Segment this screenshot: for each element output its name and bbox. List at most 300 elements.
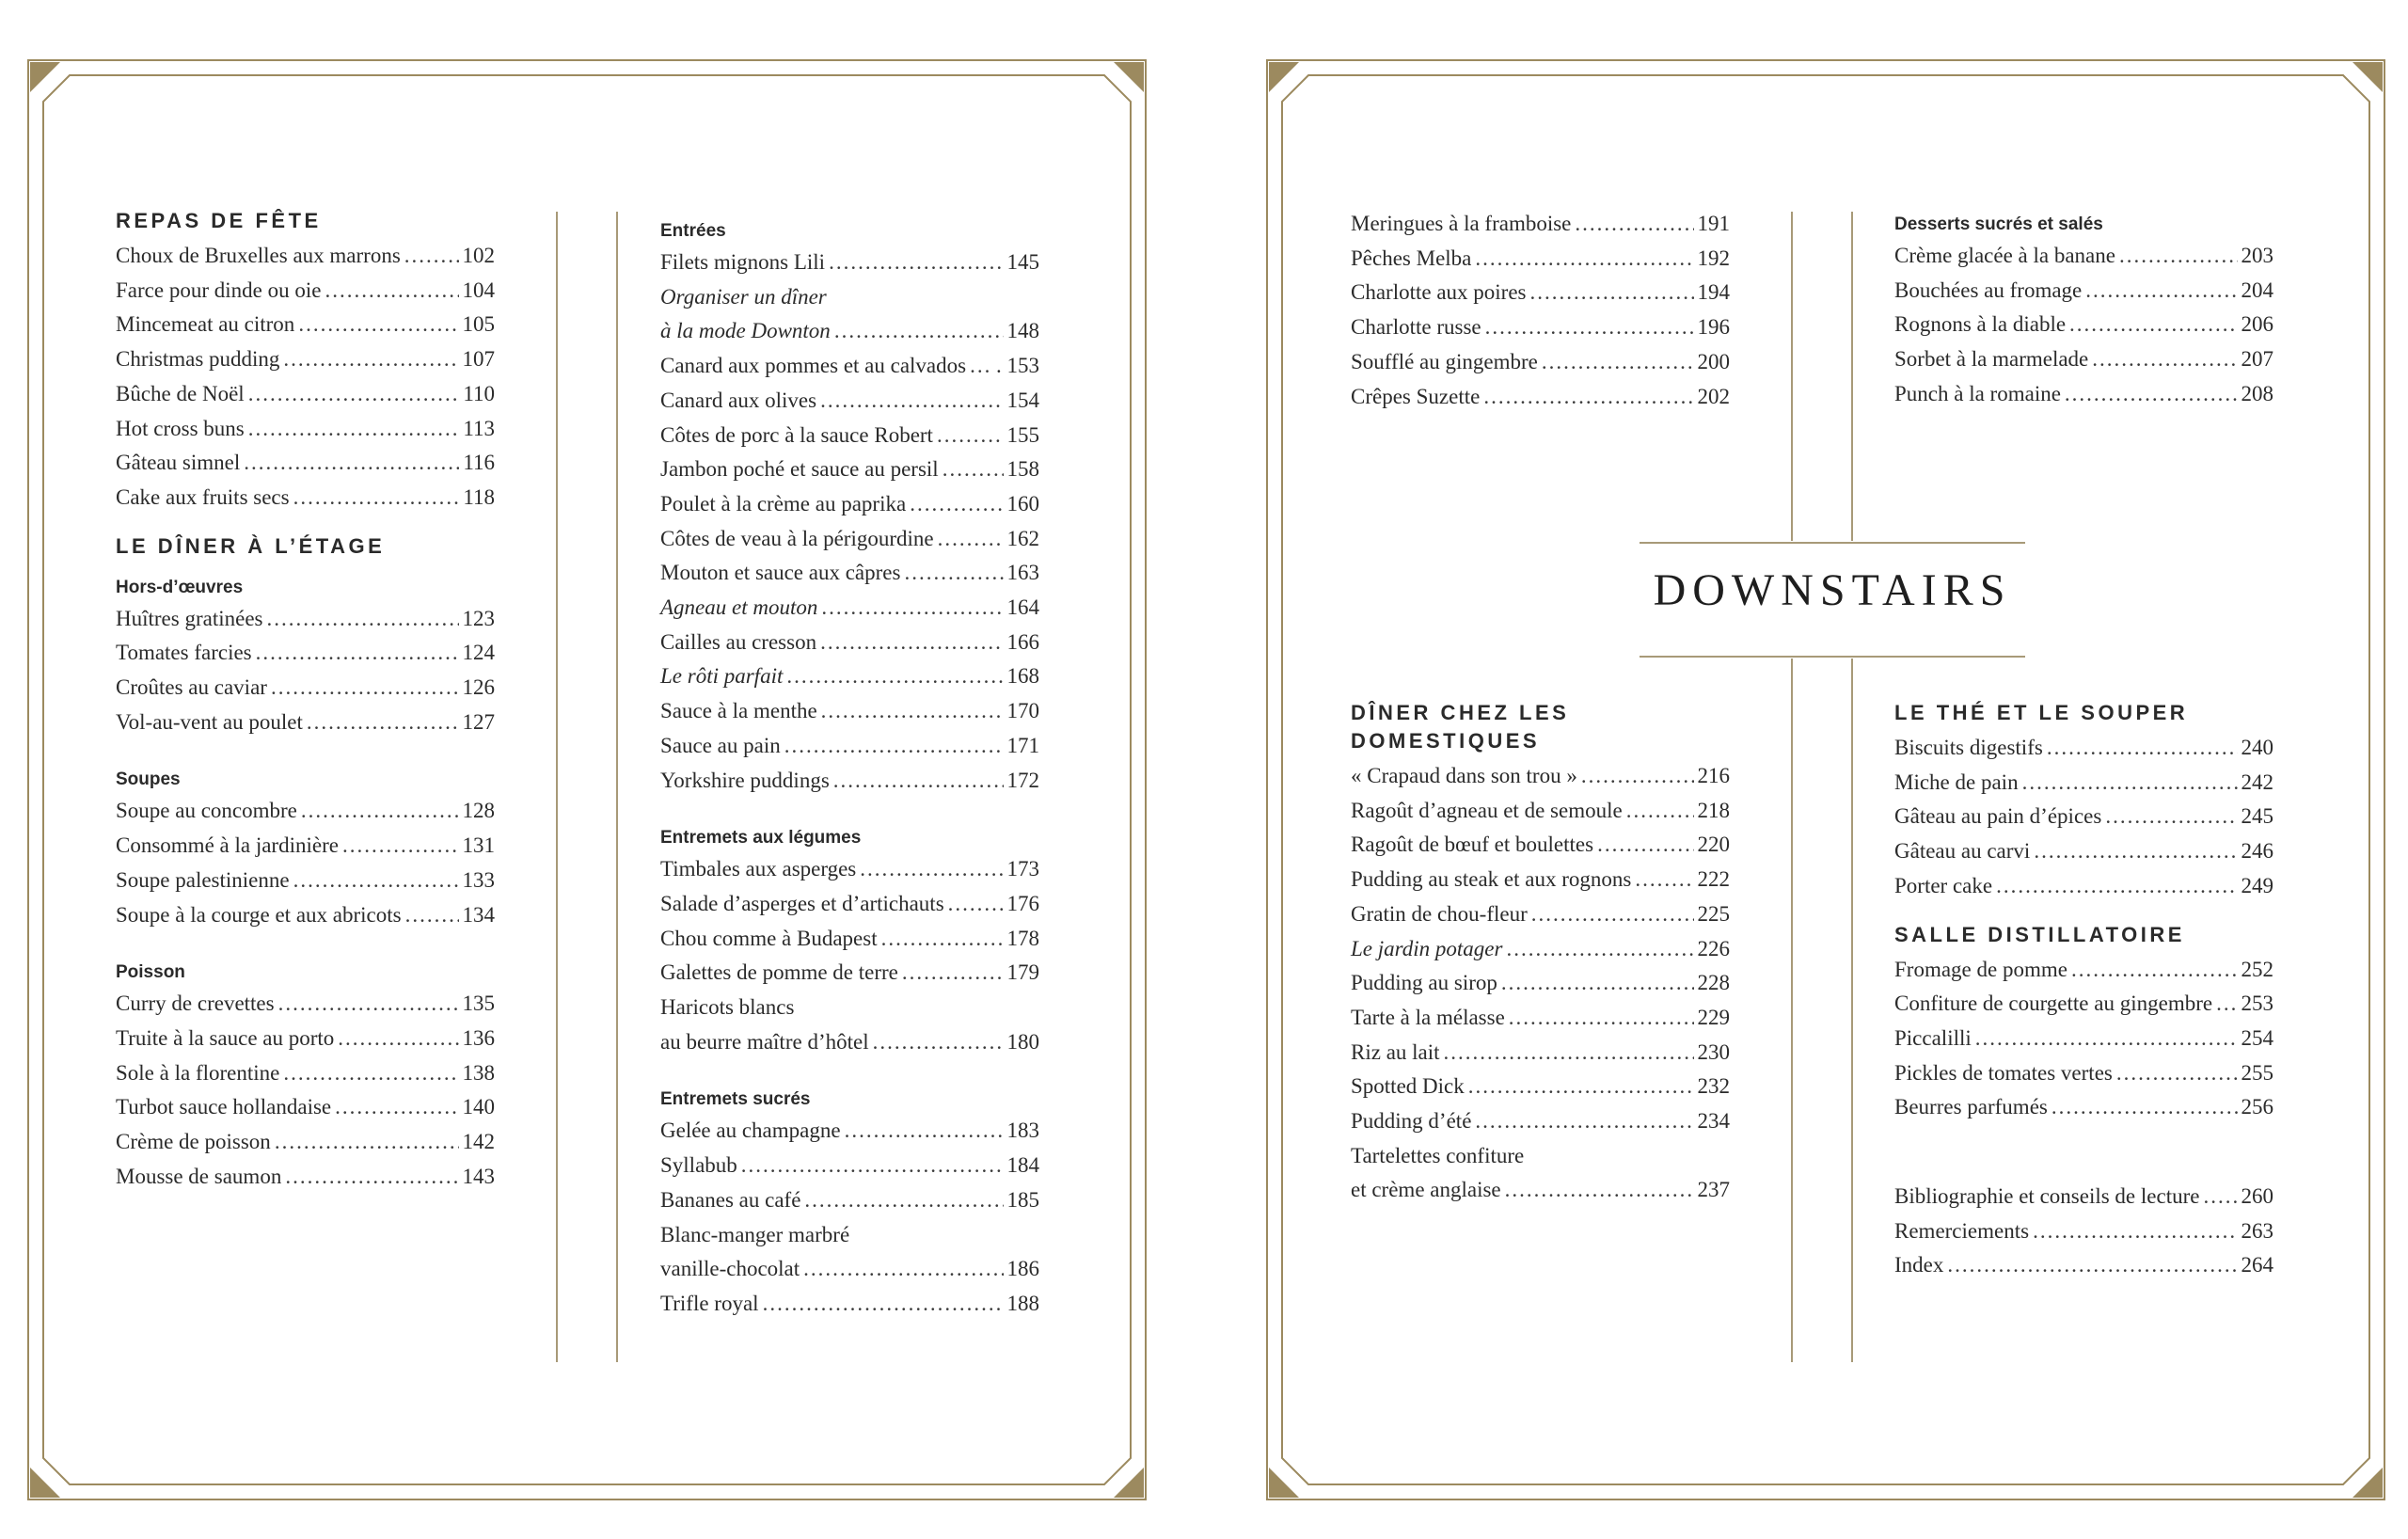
toc-entry-title: Agneau et mouton — [660, 595, 818, 620]
toc-entry[interactable] — [660, 887, 1039, 922]
dot-leader — [2022, 766, 2238, 801]
toc-entry-page: 245 — [2241, 804, 2273, 829]
toc-entry-page: 185 — [1006, 1187, 1039, 1212]
dot-leader — [244, 446, 459, 481]
toc-entry[interactable] — [116, 1125, 495, 1160]
dot-leader — [970, 349, 992, 384]
toc-entry-page: 226 — [1697, 936, 1730, 960]
toc-entry[interactable] — [1351, 1104, 1730, 1139]
toc-entry-title: Mousse de saumon — [116, 1164, 282, 1188]
toc-entry-page: 162 — [1006, 526, 1039, 550]
toc-entry[interactable] — [660, 991, 1039, 1025]
toc-entry-page: 207 — [2241, 347, 2273, 372]
toc-entry[interactable] — [1351, 1139, 1730, 1174]
toc-entry[interactable] — [1351, 1173, 1730, 1208]
dot-leader — [948, 887, 1004, 922]
toc-entry-page: 264 — [2241, 1253, 2273, 1277]
toc-entry[interactable] — [1351, 794, 1730, 829]
toc-entry[interactable] — [660, 956, 1039, 991]
right-top-right-column — [1894, 211, 2273, 412]
toc-entry[interactable] — [1894, 766, 2273, 801]
toc-entry-title: Soufflé au gingembre — [1351, 349, 1538, 373]
dot-leader — [1996, 869, 2237, 904]
toc-entry-title: Tartelettes confiture — [1351, 1143, 1525, 1167]
dot-leader — [2216, 987, 2237, 1022]
toc-entry[interactable] — [660, 852, 1039, 887]
toc-entry-title: Blanc-manger marbré — [660, 1222, 850, 1246]
toc-entry-title: Tarte à la mélasse — [1351, 1005, 1505, 1029]
right-bottom-right-column — [1894, 699, 2273, 1283]
toc-entry-page: 136 — [462, 1025, 495, 1050]
toc-entry-title: Fromage de pomme — [1894, 957, 2067, 981]
subsection-heading: Desserts sucrés et salés — [1894, 214, 2103, 234]
dot-leader — [1531, 897, 1694, 932]
toc-entry-title: à la mode Downton — [660, 319, 831, 343]
toc-entry-title: Charlotte russe — [1351, 315, 1481, 340]
toc-entry[interactable] — [116, 481, 495, 516]
toc-entry-page: 252 — [2241, 957, 2273, 981]
dot-leader — [833, 764, 1004, 799]
toc-entry[interactable] — [116, 1056, 495, 1091]
toc-entry-title: Crêpes Suzette — [1351, 384, 1481, 408]
toc-entry[interactable] — [660, 626, 1039, 660]
toc-entry[interactable] — [116, 239, 495, 274]
toc-entry[interactable] — [1894, 1214, 2273, 1249]
toc-entry[interactable] — [1351, 1070, 1730, 1104]
toc-entry-page: 242 — [2241, 770, 2273, 794]
toc-entry-page: 133 — [462, 867, 495, 892]
toc-entry-title: Soupe au concombre — [116, 799, 297, 823]
toc-entry-title: Le rôti parfait — [660, 664, 784, 689]
toc-entry-title: Pudding d’été — [1351, 1109, 1472, 1134]
dot-leader — [943, 452, 1004, 487]
dot-leader — [821, 591, 1003, 626]
toc-entry-title: Choux de Bruxelles aux marrons — [116, 244, 401, 267]
toc-entry-page: 168 — [1006, 664, 1039, 689]
toc-entry[interactable] — [1351, 932, 1730, 967]
toc-entry[interactable] — [116, 671, 495, 706]
toc-entry[interactable] — [116, 636, 495, 671]
dot-leader — [1947, 1248, 2237, 1283]
toc-entry[interactable] — [1351, 242, 1730, 277]
toc-entry-title: Canard aux olives — [660, 388, 817, 412]
dot-leader — [338, 1022, 458, 1056]
toc-entry-page: 255 — [2241, 1060, 2273, 1085]
dot-leader — [335, 1090, 458, 1125]
toc-entry-page: 237 — [1697, 1178, 1730, 1202]
toc-entry-page: 126 — [462, 675, 495, 700]
dot-leader — [1505, 1173, 1694, 1208]
toc-entry[interactable] — [1351, 276, 1730, 310]
toc-entry[interactable] — [1351, 1001, 1730, 1036]
toc-entry-title: Christmas pudding — [116, 347, 280, 372]
dot-leader — [342, 829, 459, 864]
toc-entry-page: 204 — [2241, 278, 2273, 302]
toc-entry[interactable] — [1894, 1090, 2273, 1125]
dot-leader — [1485, 310, 1694, 345]
toc-entry-page: 230 — [1697, 1039, 1730, 1064]
dot-leader — [2065, 377, 2238, 412]
dot-leader — [2069, 308, 2237, 342]
subsection-heading: Entremets sucrés — [660, 1089, 811, 1110]
toc-entry[interactable] — [1351, 897, 1730, 932]
subsection-heading: Hors-d’œuvres — [116, 577, 244, 597]
dot-leader — [1626, 794, 1694, 829]
toc-entry[interactable] — [1894, 1180, 2273, 1214]
toc-entry-title: Jambon poché et sauce au persil — [660, 457, 939, 482]
dot-leader — [2047, 731, 2238, 766]
toc-entry-page: 138 — [462, 1060, 495, 1085]
dot-leader — [1475, 242, 1693, 277]
toc-entry[interactable] — [1351, 207, 1730, 242]
toc-entry[interactable] — [660, 556, 1039, 591]
toc-entry[interactable] — [660, 694, 1039, 729]
dot-leader — [301, 794, 459, 829]
toc-entry-page: 107 — [462, 347, 495, 372]
toc-entry[interactable] — [116, 1090, 495, 1125]
toc-entry-page: 203 — [2241, 244, 2273, 267]
dot-leader — [283, 342, 458, 377]
toc-entry-title: Sauce au pain — [660, 733, 781, 757]
dot-leader — [278, 987, 459, 1022]
toc-entry[interactable] — [660, 522, 1039, 557]
toc-entry[interactable] — [660, 419, 1039, 453]
toc-entry-title: Cake aux fruits secs — [116, 484, 290, 509]
toc-entry[interactable] — [116, 446, 495, 481]
toc-entry-title: Bibliographie et conseils de lecture — [1894, 1184, 2200, 1209]
toc-entry[interactable] — [660, 591, 1039, 626]
toc-entry-page: 131 — [462, 833, 495, 858]
toc-entry-page: 232 — [1697, 1074, 1730, 1099]
toc-entry-title: Rognons à la diable — [1894, 312, 2067, 337]
toc-entry[interactable] — [1894, 869, 2273, 904]
dot-leader — [285, 1160, 458, 1195]
toc-entry[interactable] — [1351, 1036, 1730, 1071]
toc-entry-title: Porter cake — [1894, 873, 1993, 897]
section-heading: LE DÎNER À L’ÉTAGE — [116, 533, 386, 558]
subsection-heading: Soupes — [116, 770, 181, 790]
spacer — [1894, 1125, 2273, 1180]
toc-entry-page: 256 — [2241, 1095, 2273, 1119]
toc-entry-page: 143 — [462, 1164, 495, 1188]
toc-entry-title: Yorkshire puddings — [660, 768, 830, 792]
toc-entry-page: 127 — [462, 709, 495, 734]
toc-entry[interactable] — [116, 412, 495, 447]
toc-entry[interactable] — [660, 1287, 1039, 1322]
toc-entry-page: 173 — [1006, 857, 1039, 881]
section-heading: SALLE DISTILLATOIRE — [1894, 922, 2185, 946]
toc-entry-title: Le jardin potager — [1351, 936, 1503, 960]
toc-entry-title: au beurre maître d’hôtel — [660, 1029, 869, 1054]
toc-entry[interactable] — [660, 487, 1039, 522]
toc-entry[interactable] — [1351, 863, 1730, 897]
toc-entry[interactable] — [1894, 239, 2273, 274]
toc-entry-title: Bûche de Noël — [116, 381, 245, 405]
toc-entry-page: 134 — [462, 902, 495, 927]
toc-entry-page: 124 — [462, 641, 495, 665]
toc-entry[interactable] — [116, 987, 495, 1022]
toc-entry-page: 228 — [1697, 971, 1730, 995]
toc-entry[interactable] — [1894, 1022, 2273, 1056]
toc-entry-page: 208 — [2241, 381, 2273, 405]
toc-entry-title: Turbot sauce hollandaise — [116, 1095, 332, 1119]
spacer — [116, 932, 495, 945]
toc-entry[interactable] — [660, 1025, 1039, 1060]
toc-entry[interactable] — [660, 659, 1039, 694]
toc-entry-title: Charlotte aux poires — [1351, 280, 1527, 305]
toc-entry[interactable] — [1894, 377, 2273, 412]
toc-entry[interactable] — [1894, 342, 2273, 377]
toc-entry[interactable] — [660, 1183, 1039, 1218]
dot-leader — [2092, 342, 2237, 377]
toc-entry-title: Confiture de courgette au gingembre — [1894, 992, 2213, 1016]
toc-entry-title: Syllabub — [660, 1153, 737, 1178]
toc-entry-page: 180 — [1006, 1029, 1039, 1054]
right-page — [1256, 0, 2408, 1539]
toc-entry-title: Côtes de porc à la sauce Robert — [660, 422, 933, 447]
toc-entry[interactable] — [116, 706, 495, 740]
dot-leader — [1444, 1036, 1694, 1071]
toc-entry[interactable] — [660, 384, 1039, 419]
toc-entry-page: 128 — [462, 799, 495, 823]
toc-entry-title: Farce pour dinde ou oie — [116, 278, 322, 302]
dot-leader — [2105, 800, 2237, 834]
toc-entry-title: Côtes de veau à la périgourdine — [660, 526, 934, 550]
dot-leader — [298, 308, 458, 342]
toc-entry-page: 155 — [1006, 422, 1039, 447]
toc-entry[interactable] — [660, 1252, 1039, 1287]
toc-entry[interactable] — [1894, 953, 2273, 988]
toc-entry[interactable] — [660, 1149, 1039, 1183]
toc-entry[interactable] — [116, 829, 495, 864]
dot-leader — [2033, 1214, 2237, 1249]
toc-entry-title: Ragoût d’agneau et de semoule — [1351, 798, 1623, 822]
toc-entry[interactable] — [116, 898, 495, 933]
toc-entry[interactable] — [1894, 308, 2273, 342]
toc-entry-page: 164 — [1006, 595, 1039, 620]
dot-leader — [845, 1114, 1004, 1149]
dot-leader — [256, 636, 459, 671]
toc-entry[interactable] — [660, 922, 1039, 957]
toc-entry-title: Gâteau simnel — [116, 451, 241, 475]
toc-entry[interactable] — [1894, 1056, 2273, 1091]
toc-entry-page: 225 — [1697, 901, 1730, 926]
dot-leader — [803, 1252, 1003, 1287]
toc-entry[interactable] — [116, 1022, 495, 1056]
toc-entry-title: Gratin de chou-fleur — [1351, 901, 1528, 926]
toc-entry-page: 192 — [1697, 246, 1730, 270]
toc-entry-page: 184 — [1006, 1153, 1039, 1178]
spacer — [660, 798, 1039, 811]
toc-entry-page: 176 — [1006, 891, 1039, 915]
spacer — [116, 739, 495, 753]
dot-leader — [902, 956, 1004, 991]
toc-entry-title: Sauce à la menthe — [660, 699, 817, 723]
toc-entry-title: Cailles au cresson — [660, 629, 817, 654]
dot-leader — [763, 1287, 1004, 1322]
section-heading: LE THÉ ET LE SOUPER — [1894, 701, 2189, 724]
toc-entry-page: 148 — [1006, 319, 1039, 343]
toc-entry-page: 246 — [2241, 839, 2273, 864]
dot-leader — [829, 246, 1003, 280]
toc-entry-page: 196 — [1697, 315, 1730, 340]
toc-entry-title: Riz au lait — [1351, 1039, 1440, 1064]
toc-entry-title: et crème anglaise — [1351, 1178, 1501, 1202]
toc-entry-title: Bananes au café — [660, 1187, 801, 1212]
toc-entry-title: Canard aux pommes et au calvados — [660, 354, 967, 378]
section-heading: REPAS DE FÊTE — [116, 209, 322, 232]
toc-entry-title: Remerciements — [1894, 1218, 2030, 1243]
toc-entry-title: Biscuits digestifs — [1894, 736, 2043, 759]
toc-entry[interactable] — [116, 1160, 495, 1195]
toc-entry-page: 104 — [462, 278, 495, 302]
toc-entry-page: 145 — [1006, 250, 1039, 274]
dot-leader — [820, 384, 1003, 419]
dot-leader — [786, 659, 1003, 694]
dot-leader — [2085, 274, 2237, 309]
toc-entry[interactable] — [116, 274, 495, 309]
toc-entry[interactable] — [1351, 345, 1730, 380]
toc-entry-page: 229 — [1697, 1005, 1730, 1029]
toc-entry[interactable] — [1351, 310, 1730, 345]
toc-entry[interactable] — [660, 764, 1039, 799]
dot-leader — [248, 377, 460, 412]
toc-entry-page: 200 — [1697, 349, 1730, 373]
toc-entry-page: 170 — [1006, 699, 1039, 723]
toc-entry-title: Vol-au-vent au poulet — [116, 709, 303, 734]
toc-entry-title: Filets mignons Lili — [660, 250, 826, 274]
toc-entry[interactable] — [116, 342, 495, 377]
dot-leader — [275, 1125, 459, 1160]
toc-entry-title: Index — [1894, 1253, 1944, 1277]
right-top-left-column — [1351, 207, 1730, 414]
toc-entry-page: 116 — [463, 451, 495, 475]
toc-entry-page: 118 — [463, 484, 495, 509]
toc-entry-page: 234 — [1697, 1109, 1730, 1134]
toc-entry-page: 188 — [1006, 1291, 1039, 1315]
toc-entry-title: Spotted Dick — [1351, 1074, 1465, 1099]
toc-entry-title: Ragoût de bœuf et boulettes — [1351, 833, 1594, 857]
toc-entry-title: Haricots blancs — [660, 995, 795, 1020]
toc-entry-title: Sole à la florentine — [116, 1060, 280, 1085]
dot-leader — [1501, 966, 1694, 1001]
dot-leader — [1509, 1001, 1694, 1036]
dot-leader — [404, 239, 459, 274]
toc-entry[interactable] — [1894, 1248, 2273, 1283]
dot-leader — [2116, 1056, 2238, 1091]
dot-leader — [293, 481, 460, 516]
dot-leader — [1581, 759, 1694, 794]
dot-leader — [1975, 1022, 2238, 1056]
toc-entry-title: Soupe palestinienne — [116, 867, 290, 892]
toc-entry-title: Gâteau au carvi — [1894, 839, 2031, 864]
toc-entry-page: 179 — [1006, 960, 1039, 985]
toc-entry-page: 218 — [1697, 798, 1730, 822]
toc-entry-page: 154 — [1006, 388, 1039, 412]
toc-entry[interactable] — [1894, 987, 2273, 1022]
toc-entry[interactable] — [660, 314, 1039, 349]
toc-entry-title: vanille-chocolat — [660, 1257, 800, 1281]
dot-leader — [2071, 953, 2238, 988]
dot-leader — [1597, 828, 1693, 863]
section-heading: DÎNER CHEZ LES DOMESTIQUES — [1351, 701, 1570, 753]
toc-entry[interactable] — [116, 602, 495, 637]
toc-entry-title: Pudding au sirop — [1351, 971, 1497, 995]
dot-leader — [405, 898, 459, 933]
toc-entry-page: 186 — [1006, 1257, 1039, 1281]
toc-entry-title: Salade d’asperges et d’artichauts — [660, 891, 944, 915]
toc-entry-title: Gelée au champagne — [660, 1119, 841, 1143]
toc-entry[interactable] — [660, 1114, 1039, 1149]
toc-entry-title: Pickles de tomates vertes — [1894, 1060, 2113, 1085]
toc-entry-page: 135 — [462, 992, 495, 1016]
toc-entry[interactable] — [1894, 274, 2273, 309]
dot-leader — [2203, 1180, 2237, 1214]
dot-leader — [248, 412, 460, 447]
toc-entry[interactable] — [116, 308, 495, 342]
dot-leader — [910, 487, 1003, 522]
toc-entry-title: Consommé à la jardinière — [116, 833, 339, 858]
toc-entry[interactable] — [1894, 731, 2273, 766]
toc-entry-page: 202 — [1697, 384, 1730, 408]
toc-entry-page: 253 — [2241, 992, 2273, 1016]
toc-entry-page: 240 — [2241, 736, 2273, 759]
toc-entry-title: Crème glacée à la banane — [1894, 244, 2115, 267]
spacer — [660, 1059, 1039, 1072]
toc-entry-title: Timbales aux asperges — [660, 857, 857, 881]
toc-entry-page: 249 — [2241, 873, 2273, 897]
toc-entry-page: 123 — [462, 606, 495, 630]
toc-entry[interactable] — [1894, 834, 2273, 869]
toc-entry[interactable] — [1351, 828, 1730, 863]
dot-leader — [804, 1183, 1003, 1218]
dot-leader — [881, 922, 1004, 957]
toc-entry[interactable] — [1351, 380, 1730, 415]
toc-entry[interactable] — [1894, 800, 2273, 834]
toc-entry-page: 172 — [1006, 768, 1039, 792]
toc-entry[interactable] — [1351, 759, 1730, 794]
dot-leader — [860, 852, 1003, 887]
toc-entry-title: Pêches Melba — [1351, 246, 1472, 270]
toc-entry-page: 163 — [1006, 561, 1039, 585]
toc-entry-page: 160 — [1006, 491, 1039, 516]
toc-entry[interactable] — [116, 864, 495, 898]
dot-leader — [2034, 834, 2237, 869]
toc-entry-page: 142 — [462, 1130, 495, 1154]
toc-entry[interactable] — [1351, 966, 1730, 1001]
dot-leader — [1506, 932, 1693, 967]
toc-entry[interactable] — [660, 729, 1039, 764]
toc-entry-title: Huîtres gratinées — [116, 606, 263, 630]
toc-entry-page: . 153 — [996, 354, 1039, 378]
dot-leader — [1542, 345, 1694, 380]
toc-entry[interactable] — [660, 452, 1039, 487]
toc-entry[interactable] — [116, 794, 495, 829]
toc-entry-page: 110 — [463, 381, 495, 405]
toc-entry[interactable] — [116, 377, 495, 412]
toc-entry-title: Piccalilli — [1894, 1025, 1972, 1050]
toc-entry[interactable] — [660, 280, 1039, 315]
toc-entry-page: 254 — [2241, 1025, 2273, 1050]
toc-entry[interactable] — [660, 246, 1039, 280]
toc-entry-title: Sorbet à la marmelade — [1894, 347, 2089, 372]
subsection-heading: Poisson — [116, 962, 185, 983]
dot-leader — [325, 274, 458, 309]
toc-entry[interactable] — [660, 1218, 1039, 1253]
toc-entry[interactable] — [660, 349, 1039, 384]
toc-entry-page: 113 — [463, 416, 495, 440]
toc-entry-page: 263 — [2241, 1218, 2273, 1243]
